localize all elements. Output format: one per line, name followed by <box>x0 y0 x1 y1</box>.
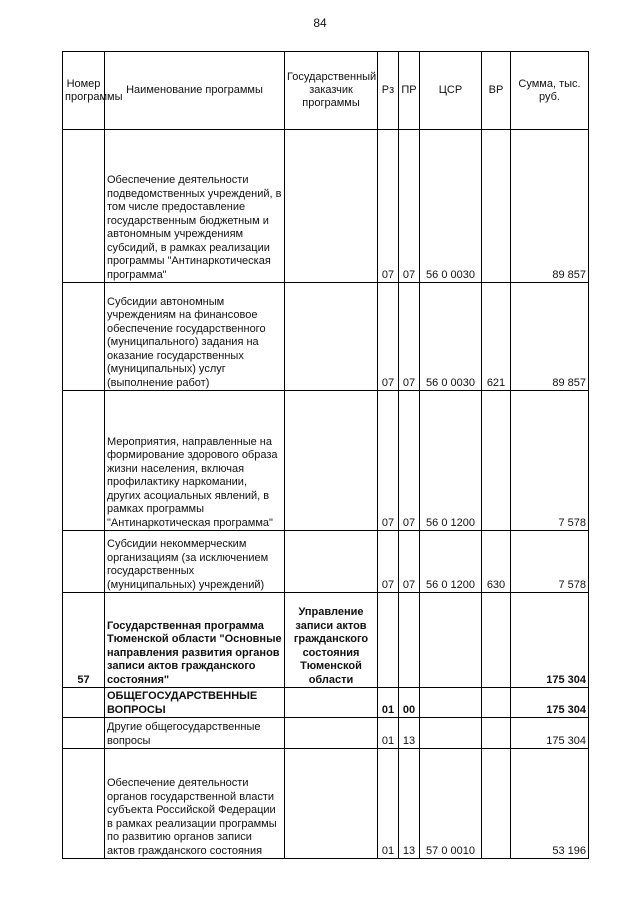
row-name: Другие общегосударственные вопросы <box>105 718 285 749</box>
row-name: Обеспечение деятельности органов государственной власти субъекта Российской Федерации в рамках реализации программы по развитию органов записи актов гражданского состояния <box>105 749 285 859</box>
row-pr: 07 <box>399 130 420 283</box>
row-pr: 00 <box>399 688 420 718</box>
row-customer <box>285 749 378 859</box>
row-sum: 7 578 <box>511 531 589 593</box>
table-header-row <box>63 52 589 130</box>
table-row <box>63 718 589 749</box>
row-vr: 630 <box>482 531 511 593</box>
row-customer <box>285 130 378 283</box>
row-pr <box>399 593 420 688</box>
row-sum: 175 304 <box>511 718 589 749</box>
page-number: 84 <box>313 16 327 30</box>
row-rz: 07 <box>378 531 399 593</box>
row-num <box>63 688 105 718</box>
header-name: Наименование программы <box>105 52 285 130</box>
row-pr: 07 <box>399 531 420 593</box>
row-customer <box>285 283 378 391</box>
header-num: Номер программы <box>63 52 105 130</box>
budget-table <box>62 51 589 859</box>
row-sum: 89 857 <box>511 283 589 391</box>
header-customer: Государственный заказчик программы <box>285 52 378 130</box>
table-row <box>63 283 589 391</box>
table-row <box>63 688 589 718</box>
header-rz: Рз <box>378 52 399 130</box>
row-csr: 56 0 0030 <box>420 283 482 391</box>
header-csr: ЦСР <box>420 52 482 130</box>
row-num <box>63 531 105 593</box>
row-name: Государственная программа Тюменской области "Основные направления развития органов записи актов гражданского состояния" <box>105 593 285 688</box>
row-rz: 07 <box>378 283 399 391</box>
row-name: Субсидии автономным учреждениям на финансовое обеспечение государственного (муниципального) задания на оказание государственных (муниципальных) услуг (выполнение работ) <box>105 283 285 391</box>
row-num <box>63 718 105 749</box>
row-rz: 01 <box>378 688 399 718</box>
row-vr <box>482 130 511 283</box>
row-name: Обеспечение деятельности подведомственных учреждений, в том числе предоставление государственным бюджетным и автономным учреждениям субсидий, в рамках реализации программы "Антинаркотическая программа" <box>105 130 285 283</box>
table-row <box>63 593 589 688</box>
row-csr: 56 0 0030 <box>420 130 482 283</box>
row-pr: 07 <box>399 391 420 531</box>
table-row <box>63 391 589 531</box>
row-num <box>63 391 105 531</box>
row-vr: 621 <box>482 283 511 391</box>
row-name: Мероприятия, направленные на формирование здорового образа жизни населения, включая профилактику наркомании, других асоциальных явлений, в рамках программы "Антинаркотическая программа" <box>105 391 285 531</box>
row-sum: 175 304 <box>511 593 589 688</box>
row-vr <box>482 688 511 718</box>
header-pr: ПР <box>399 52 420 130</box>
row-pr: 07 <box>399 283 420 391</box>
row-sum: 175 304 <box>511 688 589 718</box>
row-num <box>63 749 105 859</box>
row-csr: 57 0 0010 <box>420 749 482 859</box>
table-row <box>63 749 589 859</box>
row-rz: 01 <box>378 749 399 859</box>
row-rz: 07 <box>378 130 399 283</box>
row-rz: 07 <box>378 391 399 531</box>
row-sum: 89 857 <box>511 130 589 283</box>
row-name: ОБЩЕГОСУДАРСТВЕННЫЕ ВОПРОСЫ <box>105 688 285 718</box>
row-csr: 56 0 1200 <box>420 531 482 593</box>
row-rz: 01 <box>378 718 399 749</box>
row-num: 57 <box>63 593 105 688</box>
row-rz <box>378 593 399 688</box>
row-num <box>63 283 105 391</box>
row-pr: 13 <box>399 749 420 859</box>
row-customer: Управление записи актов гражданского состояния Тюменской области <box>285 593 378 688</box>
row-customer <box>285 688 378 718</box>
header-sum: Сумма, тыс. руб. <box>511 52 589 130</box>
row-customer <box>285 391 378 531</box>
row-csr <box>420 718 482 749</box>
row-vr <box>482 391 511 531</box>
table-row <box>63 531 589 593</box>
row-name: Субсидии некоммерческим организациям (за исключением государственных (муниципальных) учреждений) <box>105 531 285 593</box>
row-sum: 7 578 <box>511 391 589 531</box>
row-vr <box>482 718 511 749</box>
row-vr <box>482 749 511 859</box>
row-vr <box>482 593 511 688</box>
row-pr: 13 <box>399 718 420 749</box>
row-csr <box>420 593 482 688</box>
row-sum: 53 196 <box>511 749 589 859</box>
row-csr: 56 0 1200 <box>420 391 482 531</box>
row-customer <box>285 531 378 593</box>
row-num <box>63 130 105 283</box>
table-row <box>63 130 589 283</box>
header-vr: ВР <box>482 52 511 130</box>
row-csr <box>420 688 482 718</box>
row-customer <box>285 718 378 749</box>
